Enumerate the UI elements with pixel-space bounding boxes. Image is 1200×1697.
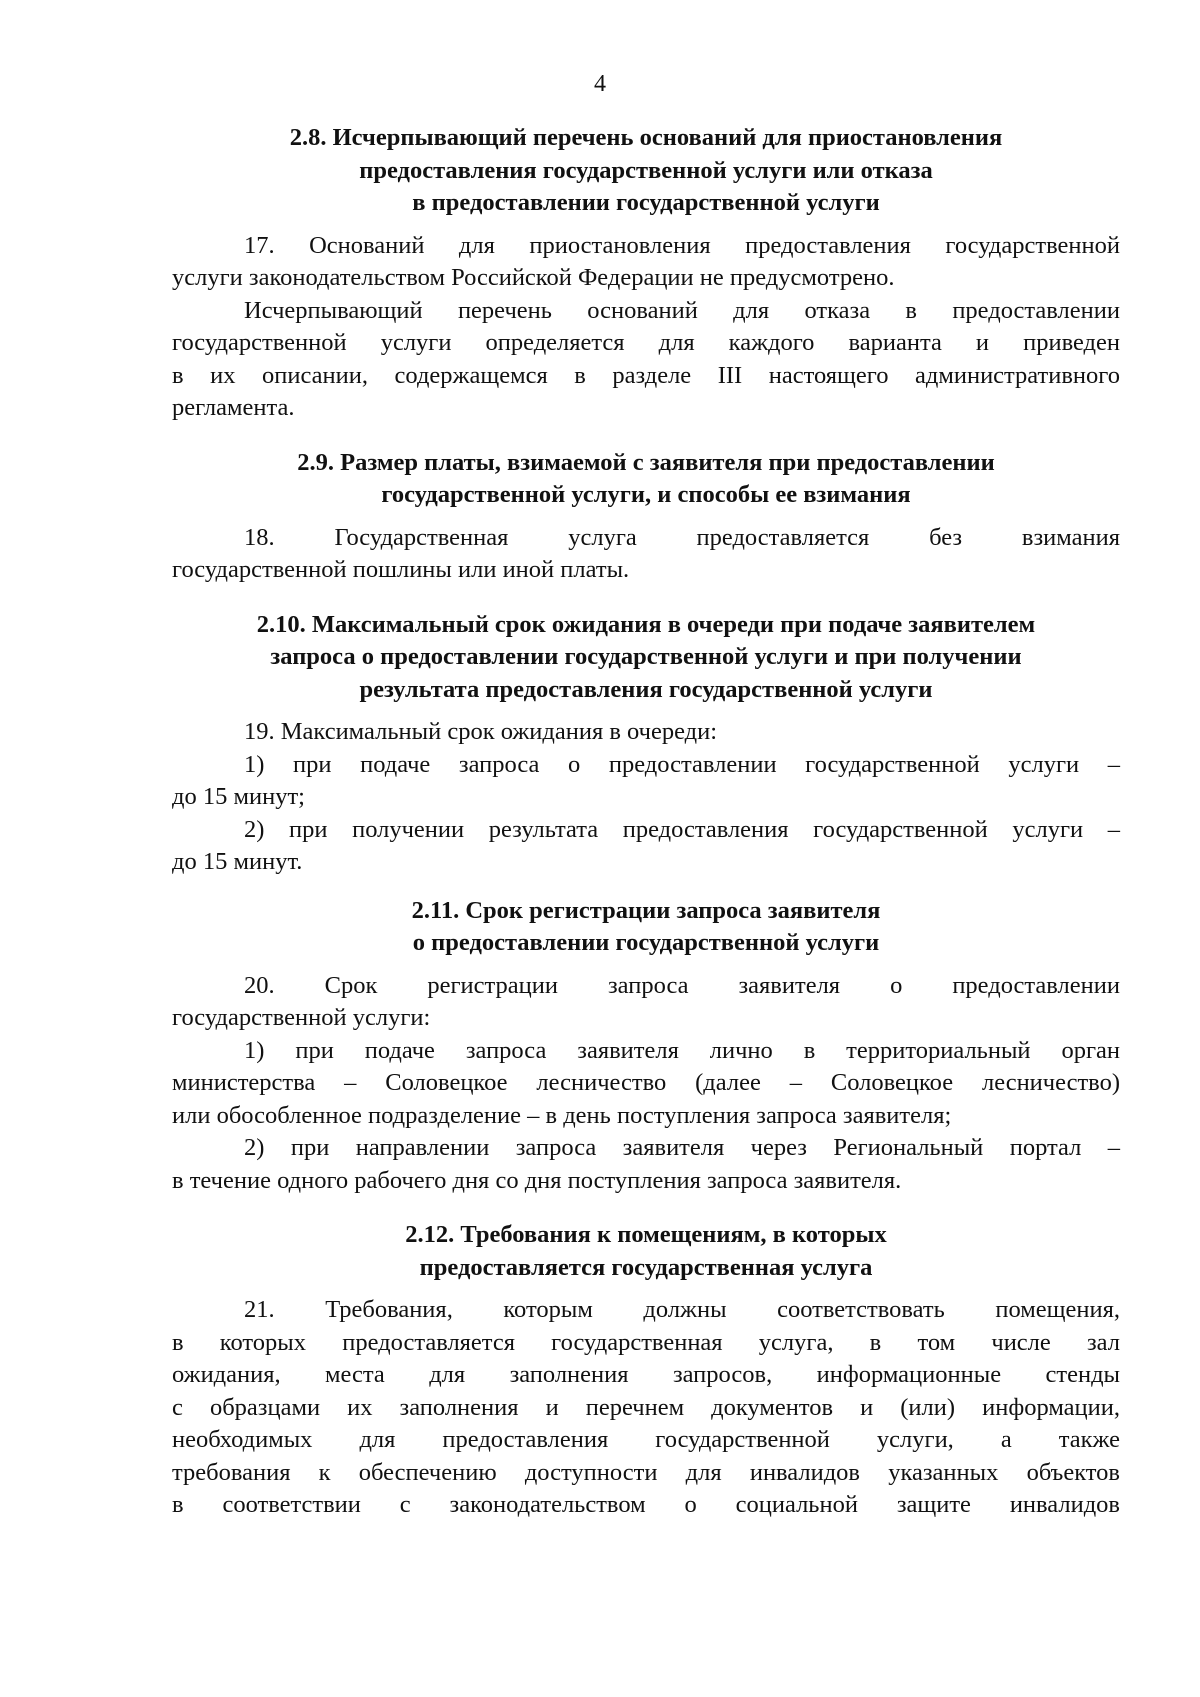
paragraph-17: [172, 230, 1120, 295]
paragraph-20-item-1: [172, 1035, 1120, 1133]
section-heading-2-10: [172, 609, 1120, 707]
text-line: 21. Требования, которым должны соответствовать помещения,: [244, 1296, 1120, 1323]
text-line: до 15 минут;: [172, 783, 305, 810]
text-line: государственной услуги:: [172, 1004, 431, 1031]
heading-line: предоставления государственной услуги или отказа: [359, 156, 933, 184]
text-line: 2) при получении результата предоставления государственной услуги –: [244, 815, 1120, 843]
section-heading-2-8: [172, 122, 1120, 220]
heading-line: о предоставлении государственной услуги: [412, 929, 880, 956]
text-line: 20. Срок регистрации запроса заявителя о предоставлении: [244, 971, 1120, 999]
text-line: в соответствии с законодательством о социальной защите инвалидов: [172, 1491, 1120, 1518]
text-line: государственной пошлины или иной платы.: [172, 556, 630, 583]
text-line: Исчерпывающий перечень оснований для отказа в предоставлении: [244, 296, 1120, 324]
heading-line: государственной услуги, и способы ее взимания: [381, 481, 911, 508]
text-line: регламента.: [172, 394, 295, 421]
paragraph-19-item-1: [172, 749, 1120, 814]
page-number: 4: [594, 71, 606, 97]
heading-line: 2.9. Размер платы, взимаемой с заявителя при предоставлении: [297, 448, 995, 476]
text-line: 17. Оснований для приостановления предоставления государственной: [244, 231, 1120, 259]
text-line: ожидания, места для заполнения запросов, информационные стенды: [172, 1361, 1120, 1388]
paragraph-21: [172, 1294, 1120, 1522]
paragraph-19: [172, 716, 1120, 749]
heading-line: 2.8. Исчерпывающий перечень оснований для приостановления: [289, 124, 1003, 151]
heading-line: запроса о предоставлении государственной услуги и при получении: [270, 643, 1022, 670]
text-line: в течение одного рабочего дня со дня поступления запроса заявителя.: [172, 1166, 902, 1194]
heading-line: 2.12. Требования к помещениям, в которых: [405, 1221, 887, 1248]
text-line: с образцами их заполнения и перечнем документов и (или) информации,: [172, 1393, 1120, 1421]
heading-line: 2.11. Срок регистрации запроса заявителя: [411, 896, 881, 924]
text-line: 18. Государственная услуга предоставляется без взимания: [244, 523, 1120, 551]
text-line: 19. Максимальный срок ожидания в очереди:: [244, 718, 718, 745]
text-line: требования к обеспечению доступности для инвалидов указанных объектов: [172, 1458, 1120, 1486]
section-heading-2-9: [172, 447, 1120, 512]
text-line: министерства – Соловецкое лесничество (далее – Соловецкое лесничество): [172, 1069, 1120, 1096]
document-body: [172, 122, 1120, 1522]
paragraph-18: [172, 522, 1120, 587]
paragraph-17-refusal: [172, 295, 1120, 425]
text-line: услуги законодательством Российской Федерации не предусмотрено.: [172, 264, 895, 291]
heading-line: 2.10. Максимальный срок ожидания в очереди при подаче заявителем: [256, 610, 1036, 638]
text-line: в которых предоставляется государственная услуга, в том числе зал: [172, 1328, 1120, 1356]
text-line: 1) при подаче запроса о предоставлении государственной услуги –: [244, 750, 1120, 778]
heading-line: в предоставлении государственной услуги: [412, 189, 880, 216]
paragraph-20: [172, 970, 1120, 1035]
paragraph-20-item-2: [172, 1132, 1120, 1197]
heading-line: результата предоставления государственной услуги: [359, 675, 933, 703]
text-line: государственной услуги определяется для каждого варианта и приведен: [172, 329, 1120, 356]
text-line: в их описании, содержащемся в разделе III настоящего административного: [172, 361, 1120, 389]
heading-line: предоставляется государственная услуга: [419, 1253, 873, 1281]
paragraph-19-item-2: [172, 814, 1120, 879]
text-line: 1) при подаче запроса заявителя лично в территориальный орган: [244, 1036, 1120, 1064]
section-heading-2-12: [172, 1219, 1120, 1284]
text-line: или обособленное подразделение – в день поступления запроса заявителя;: [172, 1101, 952, 1129]
text-line: необходимых для предоставления государственной услуги, а также: [172, 1426, 1120, 1453]
section-heading-2-11: [172, 895, 1120, 960]
text-line: до 15 минут.: [172, 848, 303, 875]
text-line: 2) при направлении запроса заявителя через Региональный портал –: [244, 1134, 1120, 1161]
